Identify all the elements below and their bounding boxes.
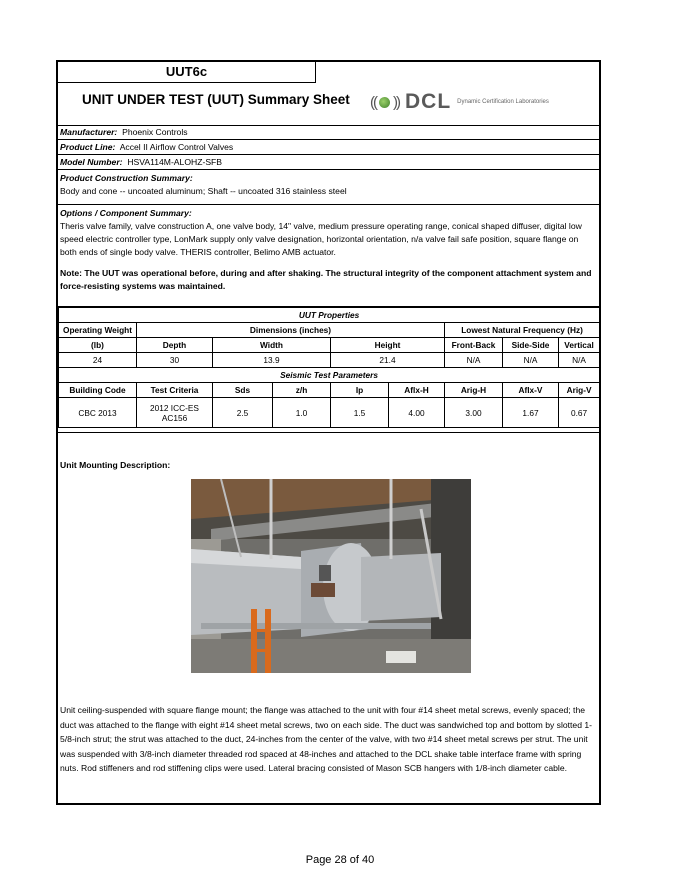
seismic-header-cell: Aflx-H	[389, 383, 445, 398]
logo-globe-icon	[379, 97, 390, 108]
seismic-value-cell: 2012 ICC-ES AC156	[137, 398, 213, 428]
front-back-label: Front-Back	[445, 338, 503, 353]
seismic-header-cell: Arig-V	[559, 383, 600, 398]
manufacturer-label: Manufacturer:	[60, 127, 118, 137]
options-label: Options / Component Summary:	[60, 208, 192, 218]
dimensions-label: Dimensions (inches)	[137, 323, 445, 338]
side-side-value: N/A	[503, 353, 559, 368]
width-value: 13.9	[213, 353, 331, 368]
front-back-value: N/A	[445, 353, 503, 368]
mounting-photo-illustration	[191, 479, 471, 673]
sheet-title: UNIT UNDER TEST (UUT) Summary Sheet	[82, 92, 350, 107]
uut-properties-table	[58, 307, 600, 428]
operating-weight-label: Operating Weight	[59, 323, 137, 338]
construction-value: Body and cone -- uncoated aluminum; Shaft -- uncoated 316 stainless steel	[60, 186, 347, 196]
dcl-logo	[370, 89, 549, 115]
seismic-header-cell: Ip	[331, 383, 389, 398]
seismic-value-cell: 1.67	[503, 398, 559, 428]
seismic-header-cell: Test Criteria	[137, 383, 213, 398]
seismic-value-row	[59, 398, 600, 428]
model-value: HSVA114M-ALOHZ-SFB	[127, 157, 223, 167]
summary-sheet	[56, 60, 601, 805]
seismic-value-cell: 1.0	[273, 398, 331, 428]
manufacturer-row	[58, 125, 599, 140]
depth-label: Depth	[137, 338, 213, 353]
seismic-header-row	[59, 383, 600, 398]
seismic-header-cell: z/h	[273, 383, 331, 398]
model-label: Model Number:	[60, 157, 123, 167]
page-number: Page 28 of 40	[305, 854, 375, 866]
vertical-label: Vertical	[559, 338, 600, 353]
construction-block	[58, 170, 599, 205]
unit-mounting-photo	[191, 479, 471, 673]
table-divider	[58, 432, 599, 433]
depth-value: 30	[137, 353, 213, 368]
logo-subtext: Dynamic Certification Laboratories	[457, 99, 549, 105]
operating-weight-unit: (lb)	[59, 338, 137, 353]
seismic-header-cell: Arig-H	[445, 383, 503, 398]
logo-waves-right-icon: ))	[393, 93, 399, 111]
seismic-value-cell: 0.67	[559, 398, 600, 428]
product-line-row	[58, 140, 599, 155]
options-block	[58, 205, 599, 307]
seismic-value-cell: 2.5	[213, 398, 273, 428]
mounting-label: Unit Mounting Description:	[60, 460, 171, 470]
construction-label: Product Construction Summary:	[60, 173, 193, 183]
note-text: Note: The UUT was operational before, during and after shaking. The structural integrity of the component attachment system and force-resisting systems was maintained.	[60, 268, 592, 291]
seismic-value-cell: 1.5	[331, 398, 389, 428]
vertical-value: N/A	[559, 353, 600, 368]
weight-value: 24	[59, 353, 137, 368]
uut-properties-title: UUT Properties	[59, 308, 600, 323]
product-line-label: Product Line:	[60, 142, 116, 152]
model-row	[58, 155, 599, 170]
seismic-value-cell: CBC 2013	[59, 398, 137, 428]
options-value: Theris valve family, valve construction A, one valve body, 14" valve, medium pressure operating range, conical shaped diffuser, digital low speed electric controller type, LonMark supply only valve designation, horizontal orientation, n/a valve fail safe position, square flange on both ends of single body valve. THERIS controller, Belimo AMB actuator.	[60, 221, 582, 257]
seismic-header-cell: Building Code	[59, 383, 137, 398]
seismic-value-cell: 3.00	[445, 398, 503, 428]
seismic-title: Seismic Test Parameters	[59, 368, 600, 383]
logo-text: DCL	[405, 90, 452, 113]
mounting-description: Unit ceiling-suspended with square flange mount; the flange was attached to the unit with four #14 sheet metal screws, evenly spaced; the duct was attached to the flange with eight #14 sheet metal screws, two on each side. The duct was sandwiched top and bottom by slotted 1-5/8-inch strut; the strut was attached to the duct, 24-inches from the center of the valve, with two #14 sheet metal screws per strut. The unit was suspended with 3/8-inch diameter threaded rod spaced at 48-inches and attached to the DCL shake table interface frame with spring nuts. Rod stiffeners and rod stiffening clips were used. Lateral bracing consisted of Mason SCB hangers with 1/8-inch diameter cable.	[60, 705, 593, 773]
manufacturer-value: Phoenix Controls	[122, 127, 188, 137]
title-row	[58, 82, 599, 126]
side-side-label: Side-Side	[503, 338, 559, 353]
uut-id: UUT6c	[58, 62, 316, 83]
seismic-value-cell: 4.00	[389, 398, 445, 428]
frequency-label: Lowest Natural Frequency (Hz)	[445, 323, 600, 338]
height-label: Height	[331, 338, 445, 353]
height-value: 21.4	[331, 353, 445, 368]
logo-waves-left-icon: ((	[370, 93, 376, 111]
width-label: Width	[213, 338, 331, 353]
seismic-header-cell: Aflx-V	[503, 383, 559, 398]
seismic-header-cell: Sds	[213, 383, 273, 398]
product-line-value: Accel II Airflow Control Valves	[119, 142, 234, 152]
